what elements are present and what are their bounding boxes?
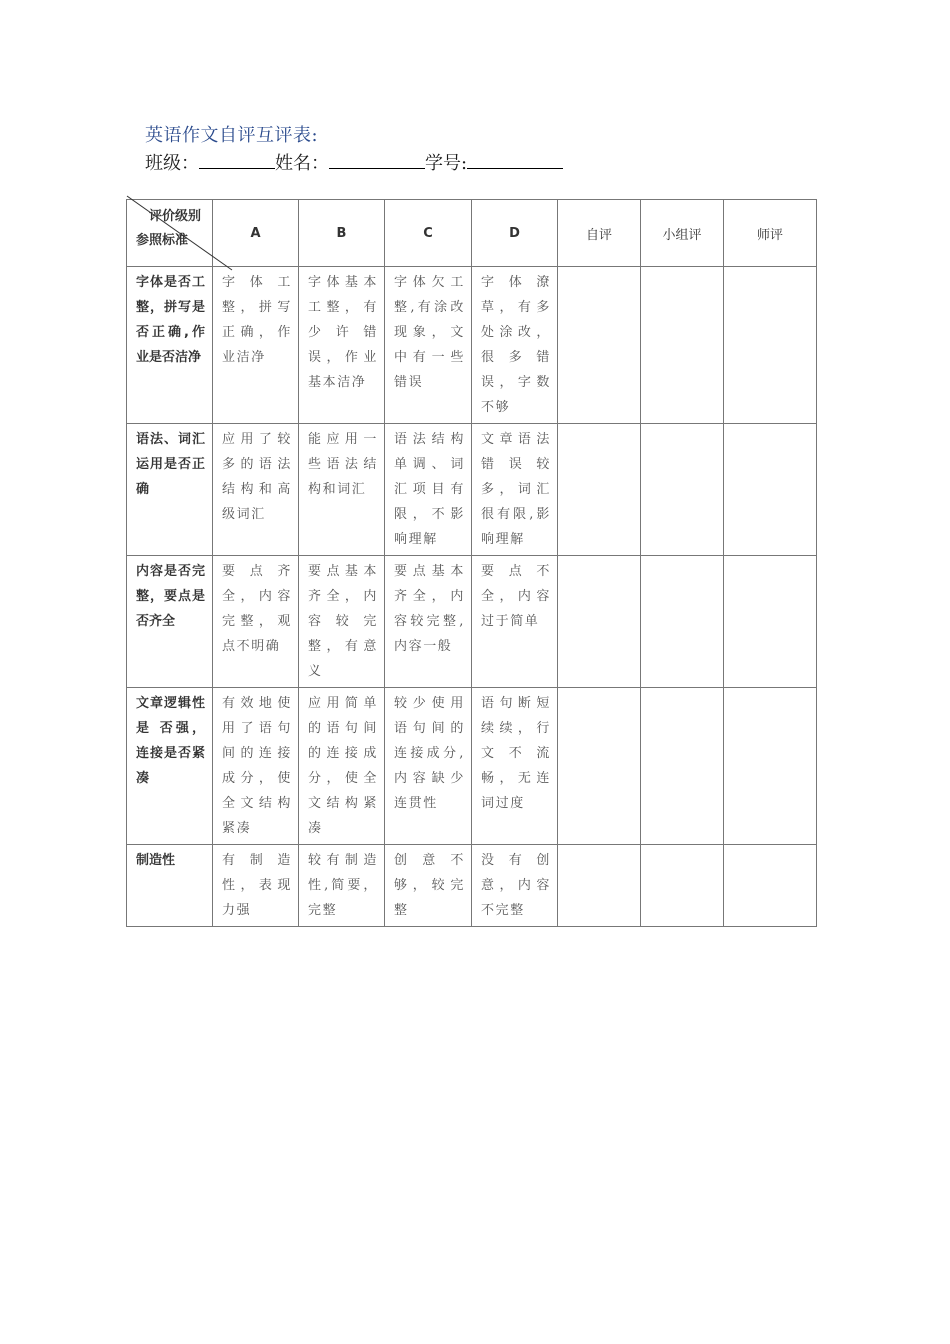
- name-field[interactable]: [329, 150, 425, 169]
- level-b-cell: 要点基本齐全，内容 较 完整，有意义: [299, 556, 385, 688]
- column-header-b: B: [299, 200, 385, 267]
- level-header-label: 评价级别: [149, 209, 202, 224]
- table-row: [127, 556, 817, 688]
- criterion-cell: 文章逻辑性 是 否强，连接是否紧凑: [127, 688, 213, 845]
- criterion-cell: 内容是否完整，要点是否齐全: [127, 556, 213, 688]
- student-info-line: [145, 150, 563, 176]
- rubric-table: [126, 199, 817, 927]
- teacher-eval-cell[interactable]: [724, 556, 817, 688]
- level-a-cell: 有效地使用了语句间的连接成分，使全文结构紧凑: [213, 688, 299, 845]
- level-d-cell: 要 点 不全，内容过于简单: [472, 556, 558, 688]
- level-a-cell: 有 制 造性，表现力强: [213, 845, 299, 927]
- corner-header-cell: [127, 200, 213, 267]
- level-b-cell: 较有制造性,简要，完整: [299, 845, 385, 927]
- table-row: [127, 424, 817, 556]
- level-d-cell: 没 有 创意，内容不完整: [472, 845, 558, 927]
- self-eval-cell[interactable]: [558, 267, 641, 424]
- teacher-eval-cell[interactable]: [724, 845, 817, 927]
- table-header-row: [127, 200, 817, 267]
- level-a-cell: 字 体 工整，拼写正确，作业洁净: [213, 267, 299, 424]
- name-label: 姓名：: [275, 153, 329, 174]
- level-c-cell: 字体欠工整,有涂改现象，文中有一些错误: [385, 267, 472, 424]
- table-row: [127, 267, 817, 424]
- group-eval-cell[interactable]: [641, 267, 724, 424]
- table-row: [127, 845, 817, 927]
- level-b-cell: 应用简单的语句间的连接成分，使全文结构紧凑: [299, 688, 385, 845]
- criterion-cell: 语法、词汇运用是否正确: [127, 424, 213, 556]
- class-field[interactable]: [199, 150, 275, 169]
- table-row: [127, 688, 817, 845]
- group-eval-cell[interactable]: [641, 424, 724, 556]
- teacher-eval-cell[interactable]: [724, 267, 817, 424]
- level-d-cell: 字 体 潦草，有多处涂改，很 多 错误，字数不够: [472, 267, 558, 424]
- level-c-cell: 创 意 不够，较完整: [385, 845, 472, 927]
- column-header-teacher: 师评: [724, 200, 817, 267]
- level-c-cell: 较少使用语句间的连接成分,内容缺少连贯性: [385, 688, 472, 845]
- class-label: 班级：: [145, 153, 199, 174]
- self-eval-cell[interactable]: [558, 845, 641, 927]
- column-header-self: 自评: [558, 200, 641, 267]
- self-eval-cell[interactable]: [558, 556, 641, 688]
- self-eval-cell[interactable]: [558, 688, 641, 845]
- level-c-cell: 要点基本齐全，内容较完整,内容一般: [385, 556, 472, 688]
- group-eval-cell[interactable]: [641, 845, 724, 927]
- column-header-d: D: [472, 200, 558, 267]
- level-a-cell: 应用了较多的语法结构和高级词汇: [213, 424, 299, 556]
- column-header-group: 小组评: [641, 200, 724, 267]
- column-header-a: A: [213, 200, 299, 267]
- group-eval-cell[interactable]: [641, 688, 724, 845]
- column-header-c: C: [385, 200, 472, 267]
- page-title: 英语作文自评互评表:: [145, 125, 319, 146]
- criterion-cell: 字体是否工整，拼写是否正确,作业是否洁净: [127, 267, 213, 424]
- level-c-cell: 语法结构单调、词汇项目有限，不影响理解: [385, 424, 472, 556]
- level-d-cell: 语句断短续续，行文 不 流畅，无连词过度: [472, 688, 558, 845]
- level-b-cell: 字体基本工整，有少 许 错误，作业基本洁净: [299, 267, 385, 424]
- level-d-cell: 文章语法错 误 较多，词汇很有限,影响理解: [472, 424, 558, 556]
- group-eval-cell[interactable]: [641, 556, 724, 688]
- level-b-cell: 能应用一些语法结构和词汇: [299, 424, 385, 556]
- teacher-eval-cell[interactable]: [724, 688, 817, 845]
- teacher-eval-cell[interactable]: [724, 424, 817, 556]
- id-label: 学号:: [425, 153, 468, 174]
- level-a-cell: 要 点 齐全，内容完整，观点不明确: [213, 556, 299, 688]
- self-eval-cell[interactable]: [558, 424, 641, 556]
- criteria-header-label: 参照标准: [136, 233, 189, 248]
- criterion-cell: 制造性: [127, 845, 213, 927]
- student-id-field[interactable]: [467, 150, 563, 169]
